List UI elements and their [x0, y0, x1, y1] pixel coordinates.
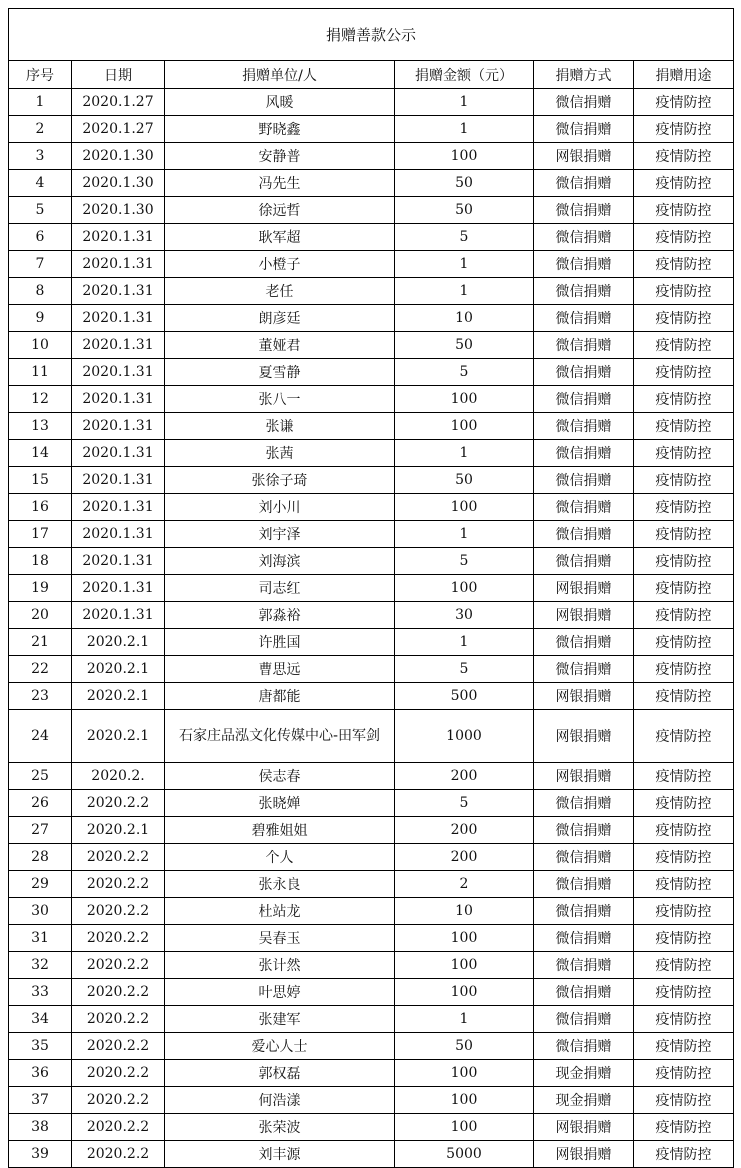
row-date: 2020.1.27	[72, 116, 165, 143]
row-date: 2020.2.2	[72, 1087, 165, 1114]
row-date: 2020.1.31	[72, 440, 165, 467]
row-purpose: 疫情防控	[634, 305, 734, 332]
row-method: 微信捐赠	[534, 871, 634, 898]
row-date: 2020.1.31	[72, 251, 165, 278]
row-purpose: 疫情防控	[634, 683, 734, 710]
row-date: 2020.2.2	[72, 898, 165, 925]
table-row	[9, 197, 734, 224]
row-index: 28	[9, 844, 72, 871]
table-row	[9, 925, 734, 952]
row-index: 26	[9, 790, 72, 817]
row-purpose: 疫情防控	[634, 1033, 734, 1060]
row-method: 网银捐赠	[534, 575, 634, 602]
row-donor: 徐远哲	[165, 197, 395, 224]
row-method: 网银捐赠	[534, 763, 634, 790]
row-donor: 小橙子	[165, 251, 395, 278]
row-method: 微信捐赠	[534, 413, 634, 440]
row-method: 微信捐赠	[534, 386, 634, 413]
row-purpose: 疫情防控	[634, 413, 734, 440]
row-amount: 100	[395, 1087, 534, 1114]
row-amount: 100	[395, 143, 534, 170]
row-purpose: 疫情防控	[634, 575, 734, 602]
row-donor: 刘宇泽	[165, 521, 395, 548]
row-donor: 吴春玉	[165, 925, 395, 952]
table-row	[9, 1060, 734, 1087]
row-date: 2020.1.31	[72, 467, 165, 494]
row-method: 网银捐赠	[534, 143, 634, 170]
row-amount: 100	[395, 575, 534, 602]
row-donor: 石家庄品泓文化传媒中心-田军剑	[165, 710, 395, 763]
row-purpose: 疫情防控	[634, 89, 734, 116]
row-donor: 刘小川	[165, 494, 395, 521]
row-purpose: 疫情防控	[634, 602, 734, 629]
table-row	[9, 494, 734, 521]
row-date: 2020.2.2	[72, 1033, 165, 1060]
row-method: 微信捐赠	[534, 521, 634, 548]
row-index: 1	[9, 89, 72, 116]
row-purpose: 疫情防控	[634, 278, 734, 305]
row-index: 36	[9, 1060, 72, 1087]
row-date: 2020.2.1	[72, 629, 165, 656]
row-index: 34	[9, 1006, 72, 1033]
table-row	[9, 952, 734, 979]
row-donor: 张徐子琦	[165, 467, 395, 494]
row-purpose: 疫情防控	[634, 1114, 734, 1141]
row-donor: 老任	[165, 278, 395, 305]
row-donor: 董娅君	[165, 332, 395, 359]
row-donor: 曹思远	[165, 656, 395, 683]
table-row	[9, 359, 734, 386]
row-method: 微信捐赠	[534, 979, 634, 1006]
row-date: 2020.2.2	[72, 790, 165, 817]
row-date: 2020.2.2	[72, 1114, 165, 1141]
row-date: 2020.1.31	[72, 278, 165, 305]
row-purpose: 疫情防控	[634, 629, 734, 656]
table-row	[9, 844, 734, 871]
row-amount: 200	[395, 763, 534, 790]
row-purpose: 疫情防控	[634, 763, 734, 790]
row-date: 2020.2.2	[72, 871, 165, 898]
row-method: 微信捐赠	[534, 467, 634, 494]
row-method: 微信捐赠	[534, 305, 634, 332]
table-row	[9, 143, 734, 170]
row-amount: 50	[395, 467, 534, 494]
row-method: 网银捐赠	[534, 1141, 634, 1168]
header-index: 序号	[9, 61, 72, 89]
row-amount: 10	[395, 305, 534, 332]
row-amount: 50	[395, 197, 534, 224]
row-amount: 1	[395, 116, 534, 143]
row-method: 微信捐赠	[534, 629, 634, 656]
row-index: 21	[9, 629, 72, 656]
row-date: 2020.2.1	[72, 656, 165, 683]
row-amount: 5	[395, 224, 534, 251]
row-method: 微信捐赠	[534, 817, 634, 844]
row-amount: 10	[395, 898, 534, 925]
title-row	[9, 9, 734, 61]
row-date: 2020.1.30	[72, 170, 165, 197]
row-purpose: 疫情防控	[634, 871, 734, 898]
row-index: 9	[9, 305, 72, 332]
row-method: 微信捐赠	[534, 89, 634, 116]
row-index: 16	[9, 494, 72, 521]
row-amount: 5	[395, 656, 534, 683]
row-purpose: 疫情防控	[634, 494, 734, 521]
row-index: 15	[9, 467, 72, 494]
row-donor: 爱心人士	[165, 1033, 395, 1060]
row-amount: 5	[395, 548, 534, 575]
row-index: 11	[9, 359, 72, 386]
row-method: 微信捐赠	[534, 170, 634, 197]
row-method: 现金捐赠	[534, 1087, 634, 1114]
row-index: 35	[9, 1033, 72, 1060]
table-row	[9, 790, 734, 817]
row-index: 7	[9, 251, 72, 278]
row-date: 2020.1.30	[72, 197, 165, 224]
row-purpose: 疫情防控	[634, 1060, 734, 1087]
row-index: 4	[9, 170, 72, 197]
row-donor: 张茜	[165, 440, 395, 467]
row-purpose: 疫情防控	[634, 1087, 734, 1114]
table-row	[9, 1114, 734, 1141]
row-date: 2020.1.31	[72, 521, 165, 548]
table-row	[9, 1006, 734, 1033]
row-donor: 叶思婷	[165, 979, 395, 1006]
table-row	[9, 548, 734, 575]
table-row	[9, 1087, 734, 1114]
table-row	[9, 629, 734, 656]
row-method: 微信捐赠	[534, 440, 634, 467]
row-amount: 1000	[395, 710, 534, 763]
row-method: 微信捐赠	[534, 197, 634, 224]
table-row	[9, 305, 734, 332]
header-purpose: 捐赠用途	[634, 61, 734, 89]
row-amount: 30	[395, 602, 534, 629]
row-method: 微信捐赠	[534, 656, 634, 683]
table-row	[9, 871, 734, 898]
row-method: 微信捐赠	[534, 952, 634, 979]
row-index: 27	[9, 817, 72, 844]
row-index: 12	[9, 386, 72, 413]
row-donor: 张建军	[165, 1006, 395, 1033]
row-amount: 1	[395, 1006, 534, 1033]
row-method: 微信捐赠	[534, 790, 634, 817]
row-purpose: 疫情防控	[634, 710, 734, 763]
table-row	[9, 817, 734, 844]
row-donor: 张永良	[165, 871, 395, 898]
row-index: 20	[9, 602, 72, 629]
row-purpose: 疫情防控	[634, 656, 734, 683]
row-purpose: 疫情防控	[634, 790, 734, 817]
row-purpose: 疫情防控	[634, 548, 734, 575]
row-method: 微信捐赠	[534, 898, 634, 925]
row-date: 2020.1.30	[72, 143, 165, 170]
row-amount: 1	[395, 440, 534, 467]
row-index: 25	[9, 763, 72, 790]
row-purpose: 疫情防控	[634, 1141, 734, 1168]
row-method: 微信捐赠	[534, 1006, 634, 1033]
row-amount: 100	[395, 386, 534, 413]
row-index: 10	[9, 332, 72, 359]
row-donor: 风暖	[165, 89, 395, 116]
row-index: 14	[9, 440, 72, 467]
table-row	[9, 440, 734, 467]
row-purpose: 疫情防控	[634, 332, 734, 359]
row-index: 17	[9, 521, 72, 548]
row-amount: 100	[395, 494, 534, 521]
header-amount: 捐赠金额（元）	[395, 61, 534, 89]
table-row	[9, 89, 734, 116]
row-amount: 100	[395, 1114, 534, 1141]
row-amount: 1	[395, 251, 534, 278]
row-purpose: 疫情防控	[634, 143, 734, 170]
row-donor: 张谦	[165, 413, 395, 440]
row-amount: 1	[395, 89, 534, 116]
row-index: 22	[9, 656, 72, 683]
donation-table	[8, 8, 734, 1168]
row-date: 2020.2.1	[72, 817, 165, 844]
header-donor: 捐赠单位/人	[165, 61, 395, 89]
row-amount: 100	[395, 925, 534, 952]
table-row	[9, 710, 734, 763]
row-purpose: 疫情防控	[634, 979, 734, 1006]
row-date: 2020.2.2	[72, 844, 165, 871]
table-row	[9, 602, 734, 629]
row-method: 微信捐赠	[534, 116, 634, 143]
row-donor: 刘海滨	[165, 548, 395, 575]
row-index: 33	[9, 979, 72, 1006]
row-amount: 1	[395, 521, 534, 548]
row-purpose: 疫情防控	[634, 521, 734, 548]
row-date: 2020.1.31	[72, 359, 165, 386]
table-row	[9, 763, 734, 790]
table-row	[9, 386, 734, 413]
row-purpose: 疫情防控	[634, 116, 734, 143]
header-method: 捐赠方式	[534, 61, 634, 89]
row-index: 32	[9, 952, 72, 979]
table-row	[9, 251, 734, 278]
row-index: 19	[9, 575, 72, 602]
row-amount: 50	[395, 1033, 534, 1060]
row-method: 现金捐赠	[534, 1060, 634, 1087]
table-row	[9, 224, 734, 251]
row-amount: 100	[395, 979, 534, 1006]
row-method: 微信捐赠	[534, 1033, 634, 1060]
row-donor: 张计然	[165, 952, 395, 979]
row-index: 29	[9, 871, 72, 898]
row-index: 23	[9, 683, 72, 710]
row-donor: 侯志春	[165, 763, 395, 790]
row-purpose: 疫情防控	[634, 359, 734, 386]
row-purpose: 疫情防控	[634, 224, 734, 251]
row-index: 6	[9, 224, 72, 251]
row-amount: 1	[395, 629, 534, 656]
row-date: 2020.2.1	[72, 710, 165, 763]
table-row	[9, 1141, 734, 1168]
row-donor: 张晓婵	[165, 790, 395, 817]
row-method: 网银捐赠	[534, 602, 634, 629]
row-date: 2020.1.31	[72, 602, 165, 629]
row-purpose: 疫情防控	[634, 440, 734, 467]
row-amount: 100	[395, 952, 534, 979]
row-amount: 100	[395, 1060, 534, 1087]
row-donor: 司志红	[165, 575, 395, 602]
row-donor: 郭权磊	[165, 1060, 395, 1087]
row-purpose: 疫情防控	[634, 817, 734, 844]
row-date: 2020.2.1	[72, 683, 165, 710]
row-date: 2020.2.2	[72, 1006, 165, 1033]
table-row	[9, 575, 734, 602]
row-index: 5	[9, 197, 72, 224]
row-donor: 耿军超	[165, 224, 395, 251]
header-row	[9, 61, 734, 89]
row-date: 2020.1.31	[72, 332, 165, 359]
row-purpose: 疫情防控	[634, 170, 734, 197]
row-method: 微信捐赠	[534, 494, 634, 521]
row-method: 网银捐赠	[534, 1114, 634, 1141]
row-amount: 5	[395, 359, 534, 386]
table-row	[9, 467, 734, 494]
row-method: 微信捐赠	[534, 224, 634, 251]
row-donor: 夏雪静	[165, 359, 395, 386]
row-date: 2020.2.2	[72, 925, 165, 952]
row-amount: 200	[395, 844, 534, 871]
row-purpose: 疫情防控	[634, 197, 734, 224]
row-purpose: 疫情防控	[634, 844, 734, 871]
row-date: 2020.2.2	[72, 1141, 165, 1168]
row-amount: 5000	[395, 1141, 534, 1168]
row-donor: 安静普	[165, 143, 395, 170]
row-index: 37	[9, 1087, 72, 1114]
row-purpose: 疫情防控	[634, 386, 734, 413]
row-purpose: 疫情防控	[634, 952, 734, 979]
row-index: 30	[9, 898, 72, 925]
row-date: 2020.2.2	[72, 952, 165, 979]
table-row	[9, 979, 734, 1006]
row-donor: 杜站龙	[165, 898, 395, 925]
row-date: 2020.2.2	[72, 979, 165, 1006]
table-row	[9, 332, 734, 359]
row-date: 2020.1.31	[72, 305, 165, 332]
row-purpose: 疫情防控	[634, 898, 734, 925]
row-donor: 许胜国	[165, 629, 395, 656]
row-method: 微信捐赠	[534, 359, 634, 386]
row-donor: 野晓鑫	[165, 116, 395, 143]
table-title: 捐赠善款公示	[9, 9, 734, 61]
row-purpose: 疫情防控	[634, 251, 734, 278]
row-date: 2020.1.31	[72, 386, 165, 413]
row-index: 3	[9, 143, 72, 170]
row-date: 2020.2.	[72, 763, 165, 790]
row-amount: 50	[395, 332, 534, 359]
row-purpose: 疫情防控	[634, 467, 734, 494]
row-donor: 刘丰源	[165, 1141, 395, 1168]
row-date: 2020.1.31	[72, 548, 165, 575]
row-purpose: 疫情防控	[634, 925, 734, 952]
row-date: 2020.1.31	[72, 575, 165, 602]
row-amount: 500	[395, 683, 534, 710]
row-amount: 1	[395, 278, 534, 305]
row-donor: 冯先生	[165, 170, 395, 197]
row-index: 18	[9, 548, 72, 575]
row-index: 8	[9, 278, 72, 305]
row-date: 2020.1.27	[72, 89, 165, 116]
row-donor: 何浩漾	[165, 1087, 395, 1114]
table-row	[9, 116, 734, 143]
row-donor: 张八一	[165, 386, 395, 413]
row-index: 13	[9, 413, 72, 440]
row-method: 微信捐赠	[534, 548, 634, 575]
row-amount: 50	[395, 170, 534, 197]
row-index: 31	[9, 925, 72, 952]
row-method: 网银捐赠	[534, 710, 634, 763]
table-row	[9, 521, 734, 548]
row-amount: 200	[395, 817, 534, 844]
row-donor: 朗彦廷	[165, 305, 395, 332]
row-donor: 张荣波	[165, 1114, 395, 1141]
table-row	[9, 683, 734, 710]
row-index: 2	[9, 116, 72, 143]
row-donor: 碧雅姐姐	[165, 817, 395, 844]
row-method: 微信捐赠	[534, 278, 634, 305]
table-row	[9, 656, 734, 683]
table-row	[9, 1033, 734, 1060]
table-row	[9, 170, 734, 197]
row-date: 2020.1.31	[72, 494, 165, 521]
row-method: 微信捐赠	[534, 332, 634, 359]
row-donor: 唐都能	[165, 683, 395, 710]
row-purpose: 疫情防控	[634, 1006, 734, 1033]
row-index: 38	[9, 1114, 72, 1141]
table-body	[9, 89, 734, 1168]
table-row	[9, 898, 734, 925]
row-amount: 100	[395, 413, 534, 440]
row-method: 网银捐赠	[534, 683, 634, 710]
row-amount: 2	[395, 871, 534, 898]
row-method: 微信捐赠	[534, 251, 634, 278]
row-donor: 郭淼裕	[165, 602, 395, 629]
row-method: 微信捐赠	[534, 925, 634, 952]
row-date: 2020.2.2	[72, 1060, 165, 1087]
row-amount: 5	[395, 790, 534, 817]
row-index: 24	[9, 710, 72, 763]
table-row	[9, 413, 734, 440]
row-index: 39	[9, 1141, 72, 1168]
row-date: 2020.1.31	[72, 413, 165, 440]
row-method: 微信捐赠	[534, 844, 634, 871]
header-date: 日期	[72, 61, 165, 89]
table-row	[9, 278, 734, 305]
row-date: 2020.1.31	[72, 224, 165, 251]
row-donor: 个人	[165, 844, 395, 871]
